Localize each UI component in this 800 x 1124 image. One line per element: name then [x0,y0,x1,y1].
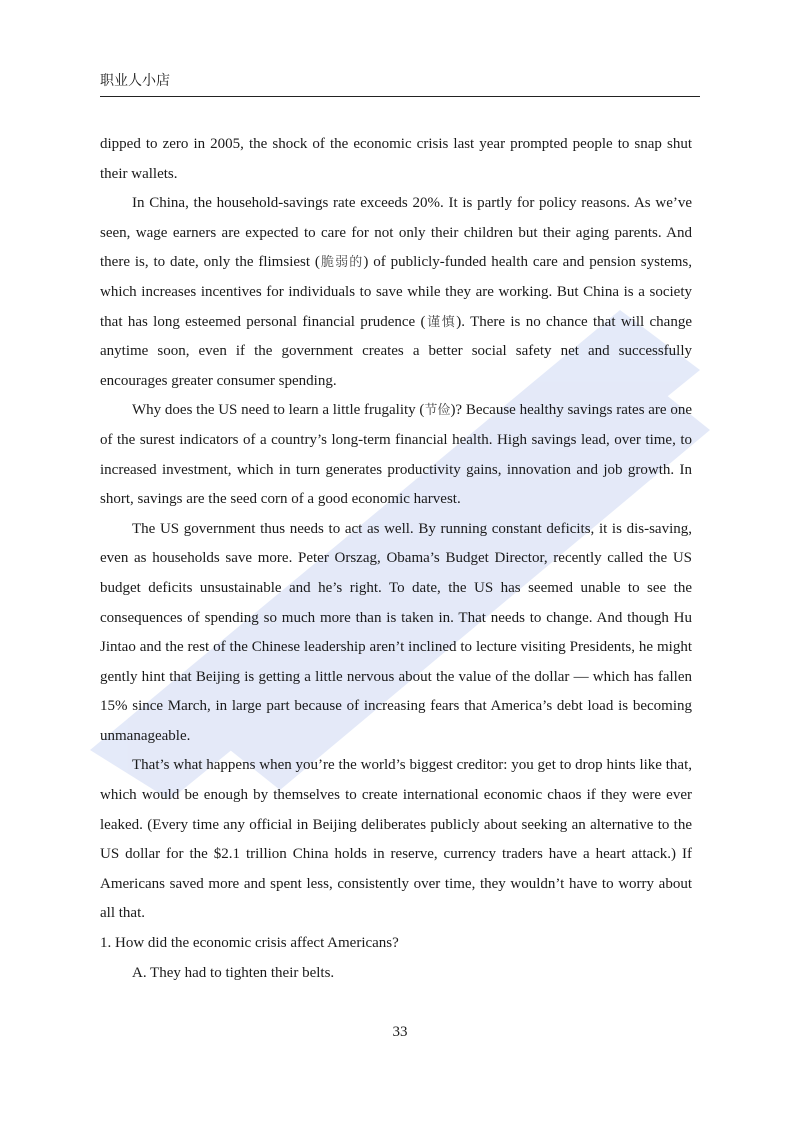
gloss-frugality: 节俭 [424,403,451,419]
paragraph-2-text-b: ) of publicly-funded health care and pension systems, which increases incentives for individuals to save while they are working. But China is a society that has long esteemed personal financial prudence ( [100,254,692,330]
paragraph-3-text-b: )? Because healthy savings rates are one of the surest indicators of a country’s long-term financial health. High savings lead, over time, to increased investment, which in turn generates productivity gains, innovation and job growth. In short, savings are the seed corn of a good economic harvest. [100,402,692,508]
paragraph-5 [100,751,692,929]
answer-option-a-text: A. They had to tighten their belts. [132,964,335,981]
header-rule [100,96,700,97]
paragraph-1 [100,130,692,189]
paragraph-2-text-a: In China, the household-savings rate exceeds 20%. It is partly for policy reasons. As we’ve seen, wage earners are expected to care for not only their children but their aging parents. And there is, to date, only the flimsiest ( [100,195,692,271]
paragraph-3 [100,396,692,514]
paragraph-4-text: The US government thus needs to act as well. By running constant deficits, it is dis-saving, even as households save more. Peter Orszag, Obama’s Budget Director, recently called the US budget deficits unsustainable and he’s right. To date, the US has seemed unable to see the consequences of spending so much more than is taken in. That needs to change. And though Hu Jintao and the rest of the Chinese leadership aren’t inclined to lecture visiting Presidents, he might gently hint that Beijing is getting a little nervous about the value of the dollar — which has fallen 15% since March, in large part because of increasing fears that America’s debt load is becoming unmanageable. [100,520,692,744]
paragraph-5-text: That’s what happens when you’re the world’s biggest creditor: you get to drop hints like that, which would be enough by themselves to create international economic chaos if they were ever leaked. (Every time any official in Beijing deliberates publicly about seeking an alternative to the US dollar for the $2.1 trillion China holds in reserve, currency traders have a heart attack.) If Americans saved more and spent less, consistently over time, they wouldn’t have to worry about all that. [100,757,692,922]
question-1 [100,929,692,959]
paragraph-4 [100,515,692,752]
gloss-prudence: 谨慎 [425,314,457,330]
answer-option-a [100,959,692,989]
paragraph-2 [100,189,692,396]
gloss-flimsiest: 脆弱的 [319,255,364,271]
body-text [100,130,692,988]
page-header: 职业人小店 [100,74,170,89]
paragraph-1-text: dipped to zero in 2005, the shock of the economic crisis last year prompted people to snap shut their wallets. [100,136,692,182]
paragraph-2-text-c: ). There is no chance that will change anytime soon, even if the government creates a better social safety net and successfully encourages greater consumer spending. [100,313,692,389]
question-1-text: 1. How did the economic crisis affect Americans? [100,935,399,952]
paragraph-3-text-a: Why does the US need to learn a little frugality ( [132,402,425,419]
page-number: 33 [392,1024,408,1040]
